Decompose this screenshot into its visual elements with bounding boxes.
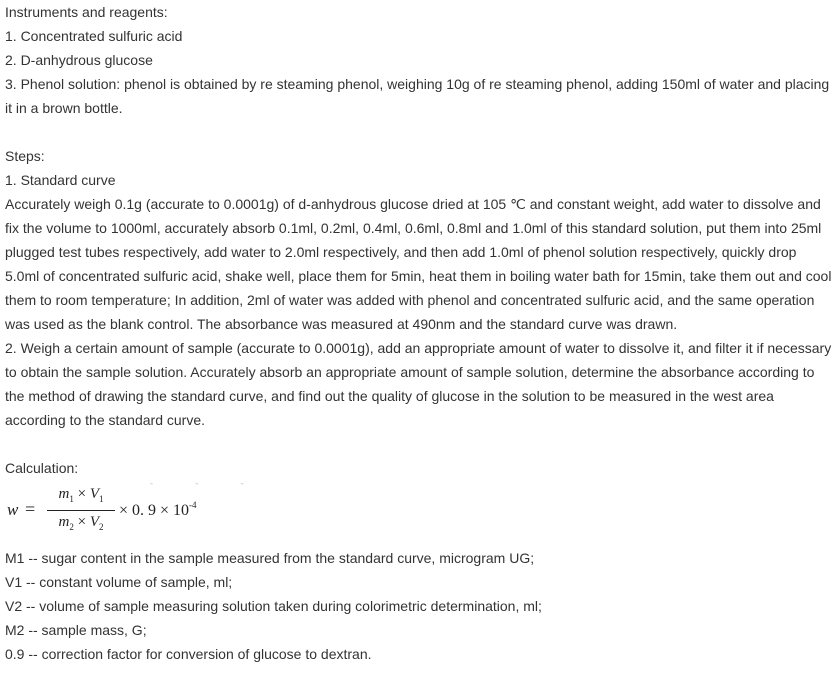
spacer [5, 432, 834, 456]
document [5, 0, 834, 666]
formula-lhs: w [7, 500, 19, 519]
calculation-heading: Calculation: [5, 460, 79, 476]
formula-denominator: $m_2 \times V_2$ [58, 514, 104, 532]
step-2-body: 2. Weigh a certain amount of sample (accurate to 0.0001g), add an appropriate amount of water to dissolve it, and filter it if necessary to obtain the sample solution. Accurately absorb an appropriate amount of sample solution, determine the absorbance according to the method of drawing the standard curve, and find out the quality of glucose in the solution to be measured in the west area according to the standard curve. [5, 340, 832, 428]
definition-correction-factor: 0.9 -- correction factor for conversion of glucose to dextran. [5, 646, 372, 662]
faint-marks: - - - [150, 478, 264, 488]
definition-v1: V1 -- constant volume of sample, ml; [5, 574, 233, 590]
definition-m2: M2 -- sample mass, G; [5, 622, 147, 638]
spacer [5, 120, 834, 144]
definition-m1: M1 -- sugar content in the sample measured from the standard curve, microgram UG; [5, 550, 535, 566]
glucose-formula [5, 478, 834, 546]
formula-equals: = [25, 499, 36, 519]
formula-factor: × 0. $9 \times 10^{-4}$ [119, 500, 197, 519]
step-1-body: Accurately weigh 0.1g (accurate to 0.0001g) of d-anhydrous glucose dried at 105 ℃ and constant weight, add water to dissolve and fix the volume to 1000ml, accurately absorb 0.1ml, 0.2ml, 0.4ml, 0.6ml, 0.8ml and 1.0ml of this standard solution, put them into 25ml plugged test tubes respectively, add water to 2.0ml respectively, and then add 1.0ml of phenol solution respectively, quickly drop 5.0ml of concentrated sulfuric acid, shake well, place them for 5min, heat them in boiling water bath for 15min, take them out and cool them to room temperature; In addition, 2ml of water was added with phenol and concentrated sulfuric acid, and the same operation was used as the blank control. The absorbance was measured at 490nm and the standard curve was drawn. [5, 196, 832, 332]
instrument-item-2: 2. D-anhydrous glucose [5, 52, 153, 68]
definition-v2: V2 -- volume of sample measuring solution taken during colorimetric determination, ml; [5, 598, 542, 614]
formula-numerator: $m_1 \times V_1$ [58, 486, 104, 504]
fraction-bar [47, 510, 115, 511]
step-1-title: 1. Standard curve [5, 172, 116, 188]
steps-heading: Steps: [5, 148, 45, 164]
instruments-heading: Instruments and reagents: [5, 4, 168, 20]
instrument-item-3: 3. Phenol solution: phenol is obtained by re steaming phenol, weighing 10g of re steaming phenol, adding 150ml of water and placing it in a brown bottle. [5, 76, 830, 116]
instrument-item-1: 1. Concentrated sulfuric acid [5, 28, 183, 44]
formula-fraction [47, 484, 115, 537]
